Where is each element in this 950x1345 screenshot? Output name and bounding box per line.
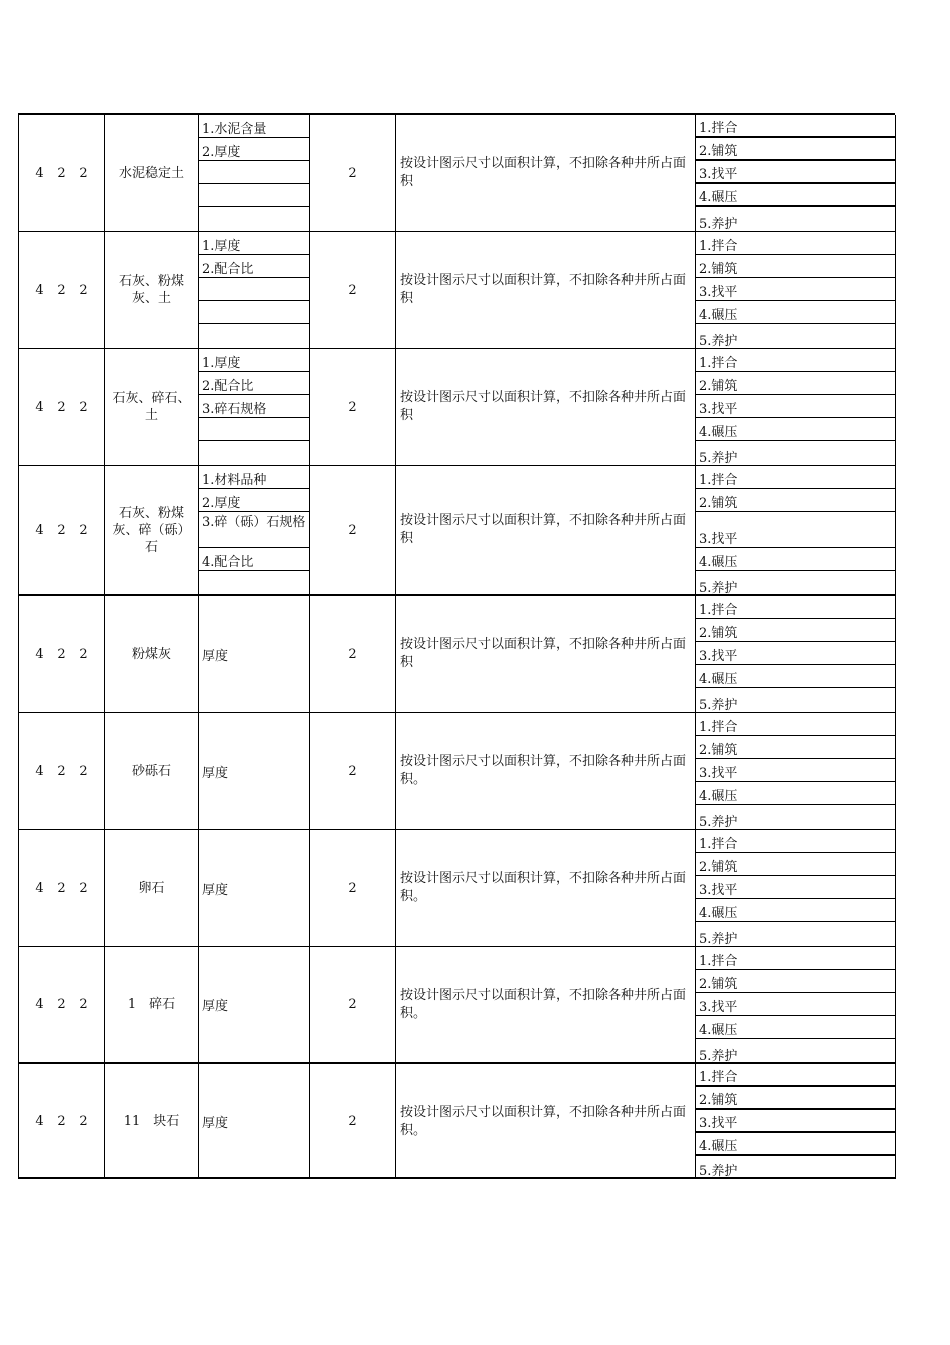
work-content bbox=[696, 830, 896, 946]
feature-text: 厚度 bbox=[202, 999, 229, 1014]
feature-line: 2.厚度 bbox=[199, 138, 309, 161]
work-step: 1.拌合 bbox=[696, 596, 895, 619]
work-step: 1.拌合 bbox=[696, 830, 895, 853]
work-step: 2.铺筑 bbox=[696, 619, 895, 642]
feature-line: 1.厚度 bbox=[199, 349, 309, 372]
work-step: 5.养护 bbox=[699, 932, 738, 947]
work-step: 4.碾压 bbox=[696, 548, 895, 571]
work-content bbox=[696, 232, 896, 348]
item-table bbox=[18, 113, 895, 1179]
quantity-rule: 按设计图示尺寸以面积计算，不扣除各种井所占面积。 bbox=[396, 1064, 696, 1179]
work-step: 4.碾压 bbox=[696, 301, 895, 324]
quantity-rule: 按设计图示尺寸以面积计算，不扣除各种井所占面积 bbox=[396, 596, 696, 712]
item-code-digit: 4 bbox=[35, 646, 44, 662]
table-row bbox=[19, 466, 896, 596]
item-code-digit: 2 bbox=[57, 880, 66, 896]
item-code-digit: 2 bbox=[57, 763, 66, 779]
feature-line bbox=[199, 301, 309, 324]
work-step: 1.拌合 bbox=[696, 115, 895, 138]
feature-text: 厚度 bbox=[202, 882, 229, 898]
work-step: 3.找平 bbox=[696, 395, 895, 418]
work-content bbox=[696, 115, 896, 231]
work-step: 4.碾压 bbox=[696, 782, 895, 805]
item-name: 石灰、碎石、土 bbox=[105, 349, 199, 465]
item-name: 1 碎石 bbox=[105, 947, 199, 1062]
feature-line bbox=[199, 418, 309, 441]
item-code bbox=[19, 1064, 105, 1179]
item-name: 卵石 bbox=[105, 830, 199, 946]
feature-line bbox=[199, 161, 309, 184]
item-code-digit: 4 bbox=[35, 1114, 44, 1129]
work-content bbox=[696, 349, 896, 465]
feature-line bbox=[199, 441, 309, 466]
work-step: 5.养护 bbox=[699, 815, 738, 830]
work-step: 2.铺筑 bbox=[696, 372, 895, 395]
item-unit: 2 bbox=[310, 466, 396, 594]
item-code-digit: 2 bbox=[57, 165, 66, 181]
feature-line: 2.配合比 bbox=[199, 372, 309, 395]
work-step: 4.碾压 bbox=[696, 1016, 895, 1039]
item-features bbox=[199, 232, 310, 348]
item-code bbox=[19, 115, 105, 231]
quantity-rule: 按设计图示尺寸以面积计算，不扣除各种井所占面积 bbox=[396, 466, 696, 594]
item-code-digit: 2 bbox=[57, 997, 66, 1012]
feature-line: 3.碎石规格 bbox=[199, 395, 309, 418]
feature-line: 1.厚度 bbox=[199, 232, 309, 255]
work-step: 3.找平 bbox=[696, 1110, 895, 1133]
work-step: 3.找平 bbox=[696, 642, 895, 665]
work-step: 1.拌合 bbox=[696, 232, 895, 255]
item-code-digit: 2 bbox=[79, 282, 88, 298]
work-step: 2.铺筑 bbox=[696, 853, 895, 876]
table-row bbox=[19, 1064, 896, 1179]
work-step: 5.养护 bbox=[699, 1049, 738, 1064]
work-step: 2.铺筑 bbox=[696, 255, 895, 278]
table-row bbox=[19, 713, 896, 830]
work-step: 3.找平 bbox=[696, 876, 895, 899]
work-step: 3.找平 bbox=[696, 759, 895, 782]
work-step: 2.铺筑 bbox=[696, 1087, 895, 1110]
work-content bbox=[696, 466, 896, 594]
feature-text: 厚度 bbox=[202, 765, 229, 781]
item-name: 砂砾石 bbox=[105, 713, 199, 829]
table-row bbox=[19, 232, 896, 349]
work-step: 5.养护 bbox=[699, 451, 738, 466]
item-code bbox=[19, 349, 105, 465]
item-code-digit: 2 bbox=[57, 646, 66, 662]
item-features bbox=[199, 466, 310, 594]
item-code-digit: 2 bbox=[79, 880, 88, 896]
work-step: 4.碾压 bbox=[696, 184, 895, 207]
item-code bbox=[19, 713, 105, 829]
work-step: 2.铺筑 bbox=[696, 736, 895, 759]
work-step: 4.碾压 bbox=[696, 418, 895, 441]
item-code bbox=[19, 947, 105, 1062]
work-step: 3.找平 bbox=[696, 278, 895, 301]
work-content bbox=[696, 1064, 896, 1179]
item-code-digit: 4 bbox=[35, 399, 44, 415]
item-unit: 2 bbox=[310, 1064, 396, 1179]
feature-line bbox=[199, 207, 309, 232]
table-row bbox=[19, 115, 896, 232]
item-features bbox=[199, 713, 310, 829]
table-row bbox=[19, 349, 896, 466]
work-content bbox=[696, 596, 896, 712]
feature-text: 厚度 bbox=[202, 648, 229, 664]
item-unit: 2 bbox=[310, 947, 396, 1062]
work-content bbox=[696, 947, 896, 1062]
work-step: 2.铺筑 bbox=[696, 970, 895, 993]
feature-line: 2.配合比 bbox=[199, 255, 309, 278]
item-name: 粉煤灰 bbox=[105, 596, 199, 712]
item-features bbox=[199, 115, 310, 231]
item-code-digit: 2 bbox=[79, 399, 88, 415]
work-step: 5.养护 bbox=[699, 217, 738, 232]
item-code-digit: 4 bbox=[35, 997, 44, 1012]
item-code-digit: 2 bbox=[79, 1114, 88, 1129]
work-step: 5.养护 bbox=[699, 334, 738, 349]
item-code-digit: 2 bbox=[79, 997, 88, 1012]
item-name: 11 块石 bbox=[105, 1064, 199, 1179]
work-step: 2.铺筑 bbox=[696, 489, 895, 512]
work-step: 3.找平 bbox=[696, 512, 895, 548]
item-unit: 2 bbox=[310, 830, 396, 946]
item-code bbox=[19, 466, 105, 594]
table-row bbox=[19, 596, 896, 713]
table-row bbox=[19, 947, 896, 1064]
item-unit: 2 bbox=[310, 713, 396, 829]
item-code bbox=[19, 830, 105, 946]
quantity-rule: 按设计图示尺寸以面积计算，不扣除各种井所占面积 bbox=[396, 349, 696, 465]
item-code-digit: 2 bbox=[79, 646, 88, 662]
quantity-rule: 按设计图示尺寸以面积计算，不扣除各种井所占面积。 bbox=[396, 830, 696, 946]
work-step: 5.养护 bbox=[699, 581, 738, 596]
quantity-rule: 按设计图示尺寸以面积计算，不扣除各种井所占面积 bbox=[396, 115, 696, 231]
item-features bbox=[199, 830, 310, 946]
feature-line: 2.厚度 bbox=[199, 489, 309, 512]
item-code-digit: 4 bbox=[35, 763, 44, 779]
work-step: 5.养护 bbox=[699, 698, 738, 713]
item-code-digit: 2 bbox=[57, 282, 66, 298]
item-unit: 2 bbox=[310, 115, 396, 231]
item-code-digit: 2 bbox=[79, 763, 88, 779]
work-step: 4.碾压 bbox=[696, 665, 895, 688]
item-code bbox=[19, 596, 105, 712]
work-step: 4.碾压 bbox=[696, 1133, 895, 1156]
item-code-digit: 4 bbox=[35, 880, 44, 896]
work-step: 1.拌合 bbox=[696, 466, 895, 489]
feature-line: 1.水泥含量 bbox=[199, 115, 309, 138]
feature-line bbox=[199, 324, 309, 349]
work-step: 3.找平 bbox=[696, 993, 895, 1016]
item-unit: 2 bbox=[310, 349, 396, 465]
table-row bbox=[19, 830, 896, 947]
feature-line bbox=[199, 571, 309, 596]
item-name: 石灰、粉煤灰、碎（砾）石 bbox=[105, 466, 199, 594]
feature-line bbox=[199, 278, 309, 301]
item-code-digit: 2 bbox=[79, 165, 88, 181]
feature-line: 1.材料品种 bbox=[199, 466, 309, 489]
work-step: 1.拌合 bbox=[696, 713, 895, 736]
item-name: 石灰、粉煤灰、土 bbox=[105, 232, 199, 348]
item-features bbox=[199, 947, 310, 1062]
feature-line: 3.碎（砾）石规格 bbox=[199, 512, 309, 548]
work-step: 4.碾压 bbox=[696, 899, 895, 922]
feature-text: 厚度 bbox=[202, 1116, 229, 1131]
work-step: 1.拌合 bbox=[696, 349, 895, 372]
item-code-digit: 2 bbox=[57, 399, 66, 415]
item-features bbox=[199, 1064, 310, 1179]
item-code bbox=[19, 232, 105, 348]
item-code-digit: 4 bbox=[35, 522, 44, 538]
item-code-digit: 2 bbox=[57, 522, 66, 538]
work-content bbox=[696, 713, 896, 829]
item-name: 水泥稳定土 bbox=[105, 115, 199, 231]
quantity-rule: 按设计图示尺寸以面积计算，不扣除各种井所占面积。 bbox=[396, 947, 696, 1062]
item-code-digit: 4 bbox=[35, 165, 44, 181]
item-features bbox=[199, 349, 310, 465]
work-step: 2.铺筑 bbox=[696, 138, 895, 161]
quantity-rule: 按设计图示尺寸以面积计算，不扣除各种井所占面积。 bbox=[396, 713, 696, 829]
item-code-digit: 4 bbox=[35, 282, 44, 298]
item-unit: 2 bbox=[310, 232, 396, 348]
feature-line bbox=[199, 184, 309, 207]
work-step: 5.养护 bbox=[699, 1164, 738, 1179]
item-code-digit: 2 bbox=[57, 1114, 66, 1129]
work-step: 3.找平 bbox=[696, 161, 895, 184]
feature-line: 4.配合比 bbox=[199, 548, 309, 571]
item-features bbox=[199, 596, 310, 712]
quantity-rule: 按设计图示尺寸以面积计算，不扣除各种井所占面积 bbox=[396, 232, 696, 348]
work-step: 1.拌合 bbox=[696, 1064, 895, 1087]
work-step: 1.拌合 bbox=[696, 947, 895, 970]
item-unit: 2 bbox=[310, 596, 396, 712]
item-code-digit: 2 bbox=[79, 522, 88, 538]
